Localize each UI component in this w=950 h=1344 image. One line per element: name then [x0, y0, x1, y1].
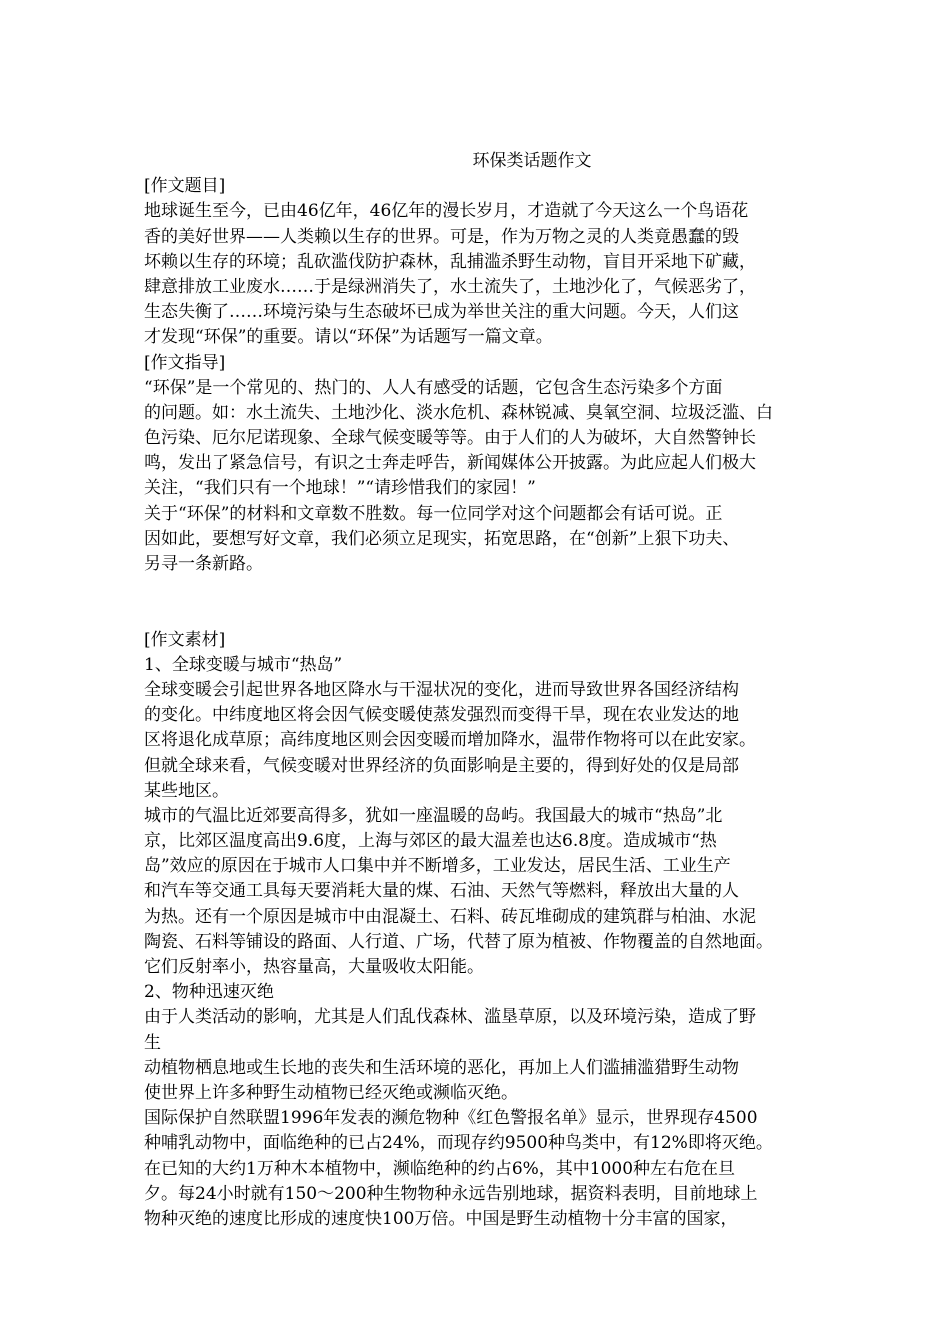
section-heading-topic: [作文题目] — [144, 176, 226, 197]
document-title: 环保类话题作文 — [472, 151, 592, 171]
text-line: “环保”是一个常见的、热门的、人人有感受的话题，它包含生态污染多个方面 — [144, 377, 723, 398]
text-line: 区将退化成草原；高纬度地区则会因变暖而增加降水，温带作物将可以在此安家。 — [144, 730, 756, 751]
text-line: 的问题。如：水土流失、土地沙化、淡水危机、森林锐减、臭氧空洞、垃圾泛滥、白 — [144, 402, 773, 423]
text-line: 香的美好世界——人类赖以生存的世界。可是，作为万物之灵的人类竟愚蠢的毁 — [144, 226, 739, 247]
text-line: 的变化。中纬度地区将会因气候变暖使蒸发强烈而变得干旱，现在农业发达的地 — [144, 705, 739, 726]
text-line: 因如此，要想写好文章，我们必须立足现实，拓宽思路，在“创新”上狠下功夫、 — [144, 528, 740, 549]
blank-line — [144, 602, 824, 627]
text-line: 和汽车等交通工具每天要消耗大量的煤、石油、天然气等燃料，释放出大量的人 — [144, 881, 739, 902]
text-line: 地球诞生至今，已由46亿年，46亿年的漫长岁月，才造就了今天这么一个鸟语花 — [144, 201, 749, 222]
text-line: 使世界上许多种野生动植物已经灭绝或濒临灭绝。 — [144, 1082, 518, 1103]
text-line: 另寻一条新路。 — [144, 554, 263, 574]
text-line: 它们反射率小，热容量高，大量吸收太阳能。 — [144, 957, 484, 977]
text-line: 种哺乳动物中，面临绝种的已占24%，而现存约9500种鸟类中，有12%即将灭绝。 — [144, 1133, 773, 1154]
text-line: 物种灭绝的速度比形成的速度快100万倍。中国是野生动植物十分丰富的国家， — [144, 1208, 738, 1229]
subheading-species-extinction: 2、物种迅速灭绝 — [144, 982, 274, 1003]
text-line: 夕。每24小时就有150～200种生物物种永远告别地球，据资料表明，目前地球上 — [144, 1183, 758, 1204]
subheading-global-warming: 1、全球变暖与城市“热岛” — [144, 654, 343, 675]
text-line: 在已知的大约1万种木本植物中，濒临绝种的约占6%，其中1000种左右危在旦 — [144, 1158, 736, 1179]
material-paragraph-1 — [144, 678, 824, 980]
text-line: 肆意排放工业废水……于是绿洲消失了，水土流失了，土地沙化了，气候恶劣了， — [144, 276, 756, 297]
text-line: 由于人类活动的影响，尤其是人们乱伐森林、滥垦草原，以及环境污染，造成了野 — [144, 1007, 756, 1028]
text-line: 色污染、厄尔尼诺现象、全球气候变暖等等。由于人们的人为破坏，大自然警钟长 — [144, 428, 756, 449]
section-heading-guide: [作文指导] — [144, 352, 226, 373]
text-line: 但就全球来看，气候变暖对世界经济的负面影响是主要的，得到好处的仅是局部 — [144, 755, 739, 776]
text-line: 某些地区。 — [144, 780, 229, 801]
text-line: 生 — [144, 1032, 161, 1053]
text-line: 才发现“环保”的重要。请以“环保”为话题写一篇文章。 — [144, 327, 553, 348]
topic-paragraph — [144, 199, 824, 350]
text-line: 京，比郊区温度高出9.6度，上海与郊区的最大温差也达6.8度。造成城市“热 — [144, 831, 717, 852]
text-line: 全球变暖会引起世界各地区降水与干湿状况的变化，进而导致世界各国经济结构 — [144, 679, 739, 700]
blank-line — [144, 577, 824, 602]
text-line: 城市的气温比近郊要高得多，犹如一座温暖的岛屿。我国最大的城市“热岛”北 — [144, 805, 723, 826]
text-line: 岛”效应的原因在于城市人口集中并不断增多，工业发达，居民生活、工业生产 — [144, 856, 731, 877]
text-line: 为热。还有一个原因是城市中由混凝土、石料、砖瓦堆砌成的建筑群与柏油、水泥 — [144, 906, 756, 927]
document-body — [144, 149, 824, 1232]
text-line: 关于“环保”的材料和文章数不胜数。每一位同学对这个问题都会有话可说。正 — [144, 503, 723, 524]
text-line: 生态失衡了……环境污染与生态破坏已成为举世关注的重大问题。今天，人们这 — [144, 302, 739, 323]
guide-paragraph — [144, 376, 824, 578]
text-line: 关注，“我们只有一个地球！”“请珍惜我们的家园！” — [144, 478, 536, 499]
text-line: 坏赖以生存的环境；乱砍滥伐防护森林，乱捕滥杀野生动物，盲目开采地下矿藏， — [144, 251, 756, 272]
text-line: 国际保护自然联盟1996年发表的濒危物种《红色警报名单》显示，世界现存4500 — [144, 1108, 758, 1129]
text-line: 陶瓷、石料等铺设的路面、人行道、广场，代替了原为植被、作物覆盖的自然地面。 — [144, 931, 773, 952]
text-line: 鸣，发出了紧急信号，有识之士奔走呼告，新闻媒体公开披露。为此应起人们极大 — [144, 453, 756, 474]
text-line: 动植物栖息地或生长地的丧失和生活环境的恶化，再加上人们滥捕滥猎野生动物 — [144, 1057, 739, 1078]
section-heading-material: [作文素材] — [144, 629, 226, 650]
material-paragraph-2 — [144, 1005, 824, 1232]
